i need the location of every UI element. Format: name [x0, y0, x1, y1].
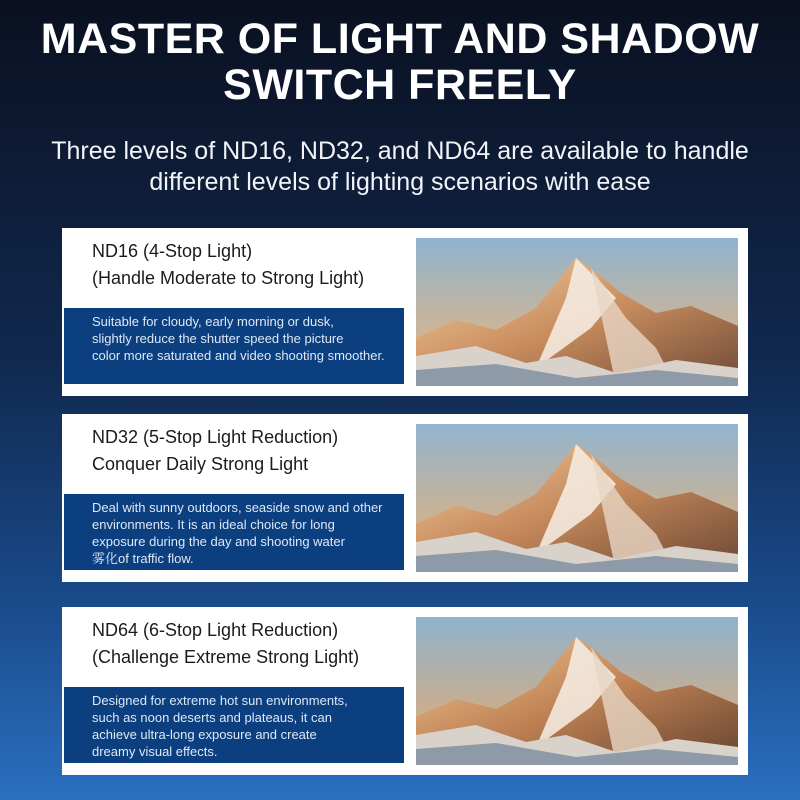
headline [0, 16, 800, 108]
description-line: 雾化of traffic flow. [92, 551, 194, 566]
card-description [64, 687, 404, 763]
description-line: slightly reduce the shutter speed the picture [92, 331, 344, 346]
description-line: environments. It is an ideal choice for long [92, 517, 335, 532]
card-heading [92, 238, 412, 292]
card-subtitle: Conquer Daily Strong Light [92, 454, 309, 474]
description-line: Suitable for cloudy, early morning or dusk, [92, 314, 334, 329]
description-line: dreamy visual effects. [92, 744, 218, 759]
description-line: Deal with sunny outdoors, seaside snow and other [92, 500, 383, 515]
description-line: such as noon deserts and plateaus, it can [92, 710, 332, 725]
nd32-card [62, 414, 748, 582]
subtitle [20, 136, 780, 198]
description-line: achieve ultra-long exposure and create [92, 727, 317, 742]
subtitle-line-1: Three levels of ND16, ND32, and ND64 are available to handle [51, 137, 749, 165]
subtitle-line-2: different levels of lighting scenarios with ease [149, 168, 651, 196]
card-description [64, 308, 404, 384]
mountain-photo [416, 238, 738, 386]
mountain-photo [416, 617, 738, 765]
card-subtitle: (Handle Moderate to Strong Light) [92, 268, 365, 288]
description-line: color more saturated and video shooting smoother. [92, 348, 385, 363]
description-line: Designed for extreme hot sun environments, [92, 693, 348, 708]
headline-line-1: MASTER OF LIGHT AND SHADOW [40, 15, 760, 63]
mountain-photo [416, 424, 738, 572]
card-subtitle: (Challenge Extreme Strong Light) [92, 647, 360, 667]
card-title: ND32 (5-Stop Light Reduction) [92, 427, 339, 447]
nd16-card [62, 228, 748, 396]
headline-line-2: SWITCH FREELY [223, 61, 577, 109]
nd64-card [62, 607, 748, 775]
card-title: ND16 (4-Stop Light) [92, 241, 253, 261]
card-description [64, 494, 404, 570]
description-line: exposure during the day and shooting water [92, 534, 345, 549]
card-heading [92, 424, 412, 478]
card-heading [92, 617, 412, 671]
card-title: ND64 (6-Stop Light Reduction) [92, 620, 339, 640]
